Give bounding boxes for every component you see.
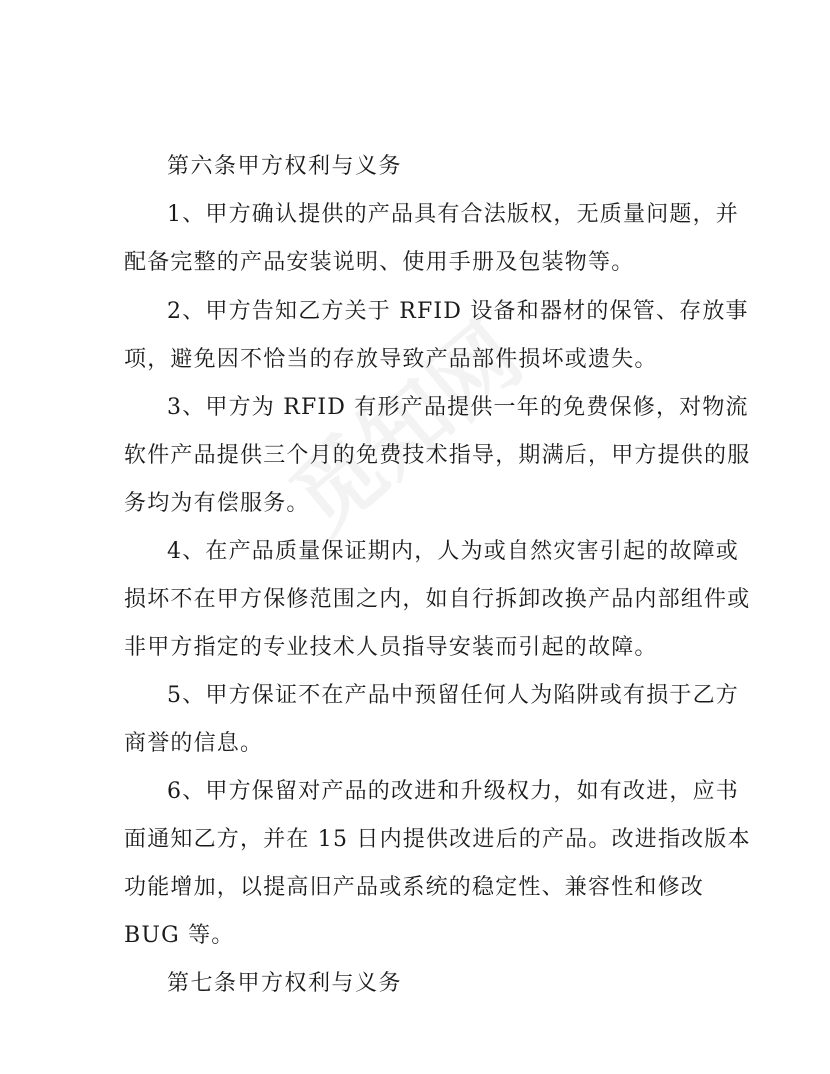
item6-line1: 6、甲方保留对产品的改进和升级权力，如有改进，应书 bbox=[167, 779, 739, 804]
item3-line3: 务均为有偿服务。 bbox=[124, 491, 310, 516]
section7-heading: 第七条甲方权利与义务 bbox=[167, 971, 403, 996]
item6-line2: 面通知乙方，并在 15 日内提供改进后的产品。改进指改版本 bbox=[124, 827, 751, 852]
item6-line4: BUG 等。 bbox=[124, 923, 235, 948]
item6-line3: 功能增加，以提高旧产品或系统的稳定性、兼容性和修改 bbox=[124, 875, 705, 900]
item3-line2: 软件产品提供三个月的免费技术指导，期满后，甲方提供的服 bbox=[124, 443, 751, 468]
item3-line1: 3、甲方为 RFID 有形产品提供一年的免费保修，对物流 bbox=[167, 395, 749, 420]
item5-line1: 5、甲方保证不在产品中预留任何人为陷阱或有损于乙方 bbox=[167, 683, 739, 708]
item4-line3: 非甲方指定的专业技术人员指导安装而引起的故障。 bbox=[124, 635, 658, 660]
item4-line2: 损坏不在甲方保修范围之内，如自行拆卸改换产品内部组件或 bbox=[124, 587, 751, 612]
item1-line2: 配备完整的产品安装说明、使用手册及包装物等。 bbox=[124, 250, 635, 275]
item2-line2: 项，避免因不恰当的存放导致产品部件损坏或遗失。 bbox=[124, 347, 658, 372]
item2-line1: 2、甲方告知乙方关于 RFID 设备和器材的保管、存放事 bbox=[167, 299, 749, 324]
section6-heading: 第六条甲方权利与义务 bbox=[167, 154, 403, 179]
item1-line1: 1、甲方确认提供的产品具有合法版权，无质量问题，并 bbox=[167, 202, 739, 227]
item4-line1: 4、在产品质量保证期内，人为或自然灾害引起的故障或 bbox=[167, 539, 739, 564]
item5-line2: 商誉的信息。 bbox=[124, 731, 264, 756]
